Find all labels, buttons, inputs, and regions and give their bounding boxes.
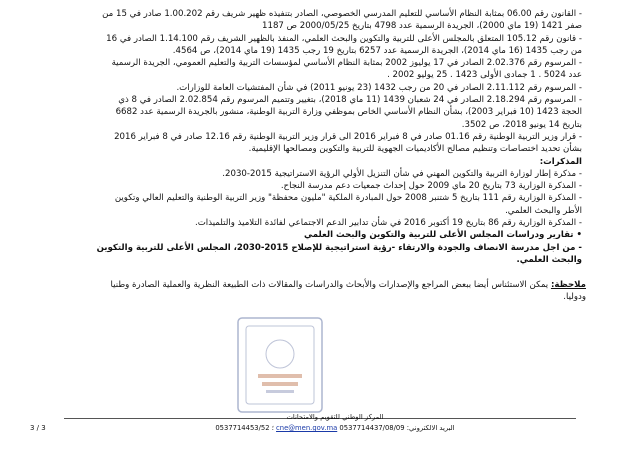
note-item: - مذكرة إطار لوزارة التربية والتكوين المهني في شأن التنزيل الأولي الرؤية الاستراتيجية 2015-2030. <box>96 168 582 180</box>
references-body <box>96 8 582 266</box>
report-item: - من اجل مدرسة الانصاف والجودة والارتقاء -رؤية استراتيجية للإصلاح 2015-2030، المجلس الأعلى للتربية والتكوين والبحث العلمي. <box>96 242 582 267</box>
footer-phones: 0537714437/08/09 ؛ 0537714453/52 <box>215 424 405 432</box>
reference-item: - القانون رقم 06.00 بمثابة النظام الأساسي للتعليم المدرسي الخصوصي، الصادر بتنفيذه ظهير شريف رقم 1.00.202 صادر في 15 من صفر 1421 (19 ماي 2000)، الجريدة الرسمية عدد 4798 بتاريخ 2000/05/25 ص 1187 <box>96 8 582 33</box>
reference-item: - قرار وزير التربية الوطنية رقم 01.16 صادر في 8 فبراير 2016 الى قرار وزير التربية الوطنية رقم 12.16 صادر في 8 فبراير 2016 بشأن تحديد اختصاصات وتنظيم مصالح الأكاديميات الجهوية للتربية والتكوين ومصالحها الإقليمية. <box>96 131 582 156</box>
official-stamp-image <box>220 310 340 420</box>
footer <box>80 412 590 434</box>
note-item: - المذكرة الوزارية رقم 111 بتاريخ 5 شتنبر 2008 حول المبادرة الملكية "مليون محفظة" وزير التربية الوطنية والتعليم العالي وتكوين الأطر والبحث العلمي. <box>96 192 582 217</box>
page-number: 3 / 3 <box>30 424 46 432</box>
note-item: - المذكرة الوزارية 73 بتاريخ 20 ماي 2009 حول إحداث جمعيات دعم مدرسة النجاح. <box>96 180 582 192</box>
footer-org: المركز الوطني للتقويم والامتحانات <box>286 413 384 421</box>
note-item: - المذكرة الوزارية رقم 86 بتاريخ 19 أكتوبر 2016 في شأن تدابير الدعم الاجتماعي لفائدة التلاميذ والتلميذات. <box>96 217 582 229</box>
footnote-text: يمكن الاستئناس أيضا ببعض المراجع والإصدارات والأبحاث والدراسات والمقالات ذات الطبيعة النظرية والعملية الصادرة وطنيا ودوليا. <box>110 280 586 302</box>
reference-item: - المرسوم رقم 2.11.112 الصادر في 20 من رجب 1432 (23 يونيو 2011) في شأن المفتشيات العامة للوزارات. <box>96 82 582 94</box>
reports-heading: • تقارير ودراسات المجلس الأعلى للتربية والتكوين والبحث العلمي <box>96 229 582 241</box>
footer-contact <box>80 423 590 434</box>
footnote-label: ملاحظة: <box>550 280 586 290</box>
footnote <box>96 279 586 303</box>
footer-email-link[interactable]: cne@men.gov.ma <box>276 424 338 432</box>
notes-heading: المذكرات: <box>539 156 582 167</box>
reference-item: - المرسوم رقم 2.18.294 الصادر في 24 شعبان 1439 (11 ماي 2018)، بتغيير وتتميم المرسوم رقم 2.02.854 الصادر في 8 ذي الحجة 1423 (10 فبراير 2003)، بشأن النظام الأساسي الخاص بموظفي وزارة التربية الوطنية، منشور بالجريدة الرسمية عدد 6682 بتاريخ 14 يونيو 2018، ص 3502. <box>96 94 582 131</box>
reference-item: - قانون رقم 105.12 المتعلق بالمجلس الأعلى للتربية والتكوين والبحث العلمي، المنفذ بالظهير الشريف رقم 1.14.100 الصادر في 16 من رجب 1435 (16 ماي 2014)، الجريدة الرسمية عدد 6257 بتاريخ 19 رجب 1435 (19 ماي 2014)، ص 4564. <box>96 33 582 58</box>
footer-email-label: البريد الالكتروني: <box>406 424 455 432</box>
reference-item: - المرسوم رقم 2.02.376 الصادر في 17 يوليوز 2002 بمثابة النظام الأساسي لمؤسسات التربية والتعليم العمومي، الجريدة الرسمية عدد 5024 . 1 جمادى الأولى 1423 . 25 يوليو 2002 . <box>96 57 582 82</box>
